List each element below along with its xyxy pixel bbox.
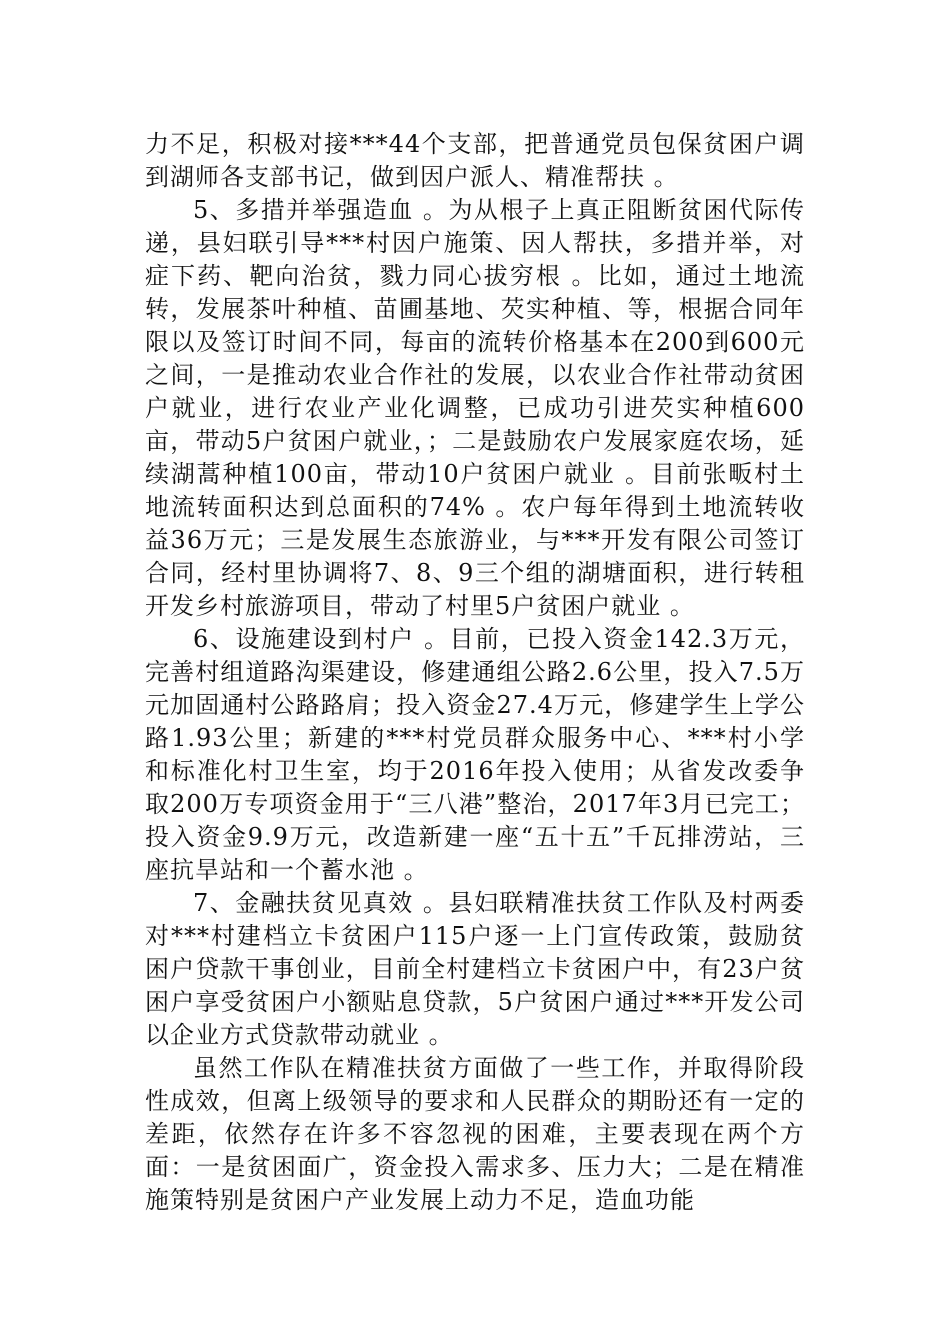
paragraph-item-7: 7、金融扶贫见真效 。县妇联精准扶贫工作队及村两委对***村建档立卡贫困户115户逐一上门宣传政策，鼓励贫困户贷款干事创业，目前全村建档立卡贫困户中，有23户贫困户享受贫困户小额贴息贷款，5户贫困户通过***开发公司以企业方式贷款带动就业 。 (145, 889, 805, 1049)
paragraph-summary: 虽然工作队在精准扶贫方面做了一些工作，并取得阶段性成效，但离上级领导的要求和人民群众的期盼还有一定的差距，依然存在许多不容忽视的困难，主要表现在两个方面：一是贫困面广，资金投入需求多、压力大；二是在精准施策特别是贫困户产业发展上动力不足，造血功能 (145, 1054, 805, 1214)
paragraph-continuation: 力不足，积极对接***44个支部，把普通党员包保贫困户调到湖师各支部书记，做到因户派人、精准帮扶 。 (145, 130, 805, 191)
paragraph-item-5: 5、多措并举强造血 。为从根子上真正阻断贫困代际传递，县妇联引导***村因户施策、因人帮扶，多措并举，对症下药、靶向治贫，戮力同心拔穷根 。比如，通过土地流转，发展茶叶种植、苗圃基地、芡实种植、等，根据合同年限以及签订时间不同，每亩的流转价格基本在200到600元之间，一是推动农业合作社的发展，以农业合作社带动贫困户就业，进行农业产业化调整，已成功引进芡实种植600亩，带动5户贫困户就业，；二是鼓励农户发展家庭农场，延续湖蒿种植100亩，带动10户贫困户就业 。目前张畈村土地流转面积达到总面积的74% 。农户每年得到土地流转收益36万元；三是发展生态旅游业，与***开发有限公司签订合同，经村里协调将7、8、9三个组的湖塘面积，进行转租开发乡村旅游项目，带动了村里5户贫困户就业 。 (145, 196, 805, 620)
document-body (145, 128, 805, 1217)
paragraph-item-6: 6、设施建设到村户 。目前，已投入资金142.3万元，完善村组道路沟渠建设，修建通组公路2.6公里，投入7.5万元加固通村公路路肩；投入资金27.4万元，修建学生上学公路1.93公里；新建的***村党员群众服务中心、***村小学和标准化村卫生室，均于2016年投入使用；从省发改委争取200万专项资金用于“三八港”整治，2017年3月已完工；投入资金9.9万元，改造新建一座“五十五”千瓦排涝站，三座抗旱站和一个蓄水池 。 (145, 625, 805, 884)
